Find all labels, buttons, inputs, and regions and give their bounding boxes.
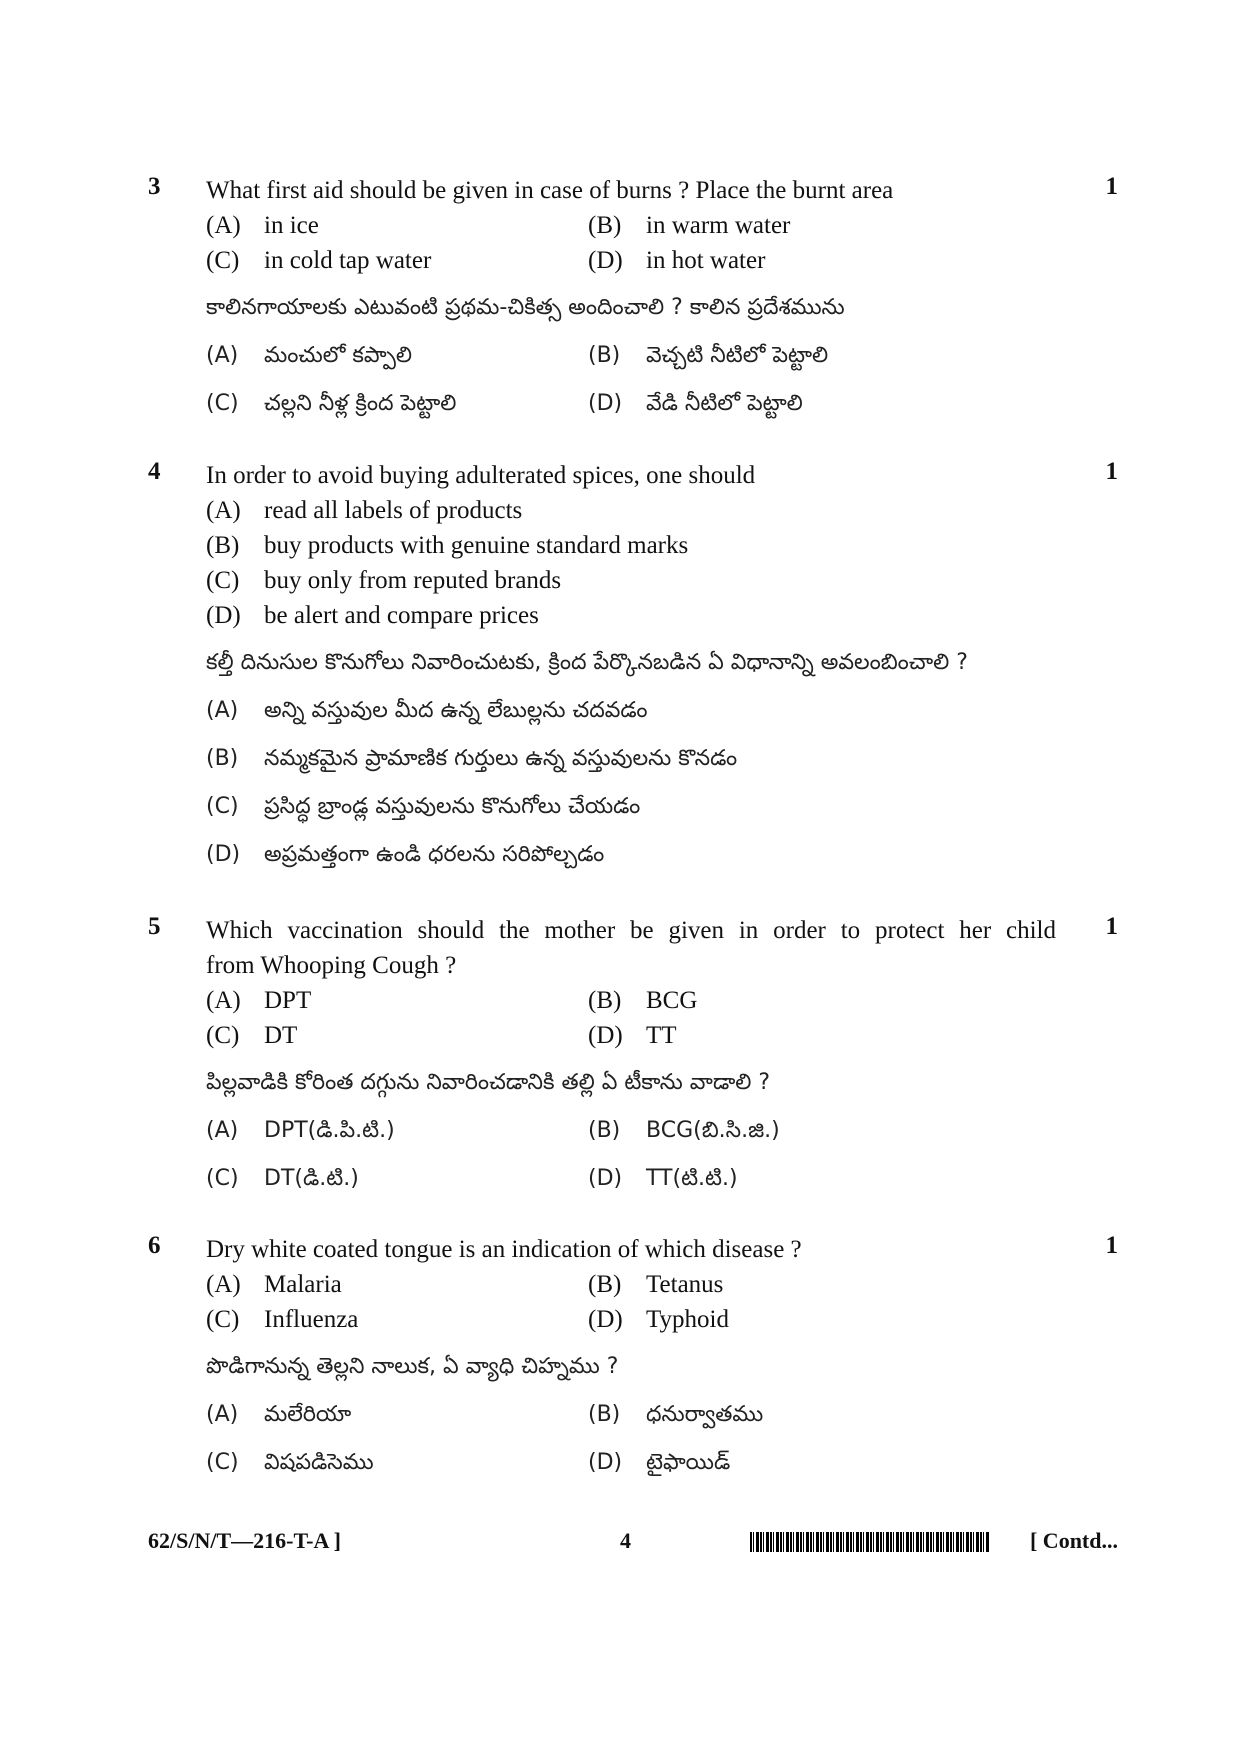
telugu-options-row: [206, 1155, 1056, 1203]
telugu-option-b: [588, 332, 828, 380]
option-b: [588, 983, 697, 1018]
question-text-line-1: Which vaccination should the mother be given in order to protect her child: [206, 917, 1056, 944]
page-footer: [148, 1528, 1118, 1558]
option-text: అన్ని వస్తువుల మీద ఉన్న లేబుల్లను చదవడం: [264, 698, 648, 723]
option-label: (C): [206, 1306, 240, 1333]
option-text: అప్రమత్తంగా ఉండి ధరలను సరిపోల్చడం: [264, 842, 605, 867]
option-b: [588, 208, 790, 243]
question-text: What first aid should be given in case of burns ? Place the burnt area: [206, 177, 894, 204]
option-label: (A): [206, 987, 241, 1014]
option-label: (B): [588, 212, 622, 239]
option-label: (C): [206, 1450, 239, 1475]
option-label: (D): [206, 842, 241, 867]
option-label: (D): [588, 391, 623, 416]
option-text: చల్లని నీళ్ల క్రింద పెట్టాలి: [264, 391, 457, 416]
question-5: [148, 913, 1118, 1203]
question-marks: 1: [1105, 1232, 1118, 1259]
option-d: [588, 1302, 729, 1337]
telugu-option-b: [588, 1107, 780, 1155]
question-text: Dry white coated tongue is an indication of which disease ?: [206, 1236, 802, 1263]
telugu-option-d: [588, 1439, 730, 1487]
telugu-options-row: [206, 332, 1056, 380]
option-label: (C): [206, 1022, 240, 1049]
question-number: 6: [148, 1232, 161, 1259]
option-label: (B): [588, 343, 621, 368]
option-text: buy only from reputed brands: [264, 567, 562, 594]
option-text: మంచులో కప్పాలి: [264, 343, 413, 368]
option-text: in warm water: [646, 212, 791, 239]
barcode-icon: [750, 1532, 990, 1552]
option-label: (D): [588, 1022, 623, 1049]
option-label: (A): [206, 698, 239, 723]
question-marks: 1: [1105, 458, 1118, 485]
option-label: (B): [588, 1402, 621, 1427]
option-label: (C): [206, 567, 240, 594]
option-d: [588, 1018, 677, 1053]
options-row: [206, 243, 1056, 278]
options-row: [206, 1267, 1056, 1302]
option-b: [206, 528, 1056, 563]
option-text: మలేరియా: [264, 1402, 352, 1427]
telugu-question-text: పొడిగానున్న తెల్లని నాలుక, ఏ వ్యాధి చిహ్నము ?: [206, 1354, 619, 1379]
option-label: (D): [588, 1306, 623, 1333]
telugu-option-d: [206, 831, 1056, 879]
question-marks: 1: [1105, 173, 1118, 200]
telugu-option-c: [206, 1155, 588, 1203]
option-label: (B): [588, 1271, 622, 1298]
telugu-option-c: [206, 380, 588, 428]
option-text: in cold tap water: [264, 247, 432, 274]
option-a: [206, 208, 588, 243]
option-text: in ice: [264, 212, 319, 239]
option-label: (A): [206, 1402, 239, 1427]
option-text: టైఫాయిడ్: [646, 1450, 731, 1475]
options-row: [206, 983, 1056, 1018]
telugu-options-row: [206, 380, 1056, 428]
question-3: [148, 173, 1118, 428]
option-text: Tetanus: [646, 1271, 724, 1298]
option-text: DT: [264, 1022, 298, 1049]
page-number: 4: [620, 1528, 631, 1553]
question-4: [148, 458, 1118, 879]
telugu-option-a: [206, 332, 588, 380]
continued-label: [ Contd...: [1029, 1528, 1118, 1553]
paper-code: 62/S/N/T—216-T-A ]: [148, 1528, 341, 1553]
option-a: [206, 493, 1056, 528]
option-text: in hot water: [646, 247, 766, 274]
option-text: DT(డి.టి.): [264, 1166, 359, 1191]
option-d: [206, 598, 1056, 633]
telugu-option-a: [206, 1391, 588, 1439]
telugu-question-text: కాలినగాయాలకు ఎటువంటి ప్రథమ-చికిత్స అందించాలి ? కాలిన ప్రదేశమును: [206, 295, 845, 320]
option-label: (D): [588, 247, 623, 274]
telugu-option-b: [588, 1391, 763, 1439]
option-text: వెచ్చటి నీటిలో పెట్టాలి: [646, 343, 829, 368]
option-a: [206, 1267, 588, 1302]
option-label: (C): [206, 247, 240, 274]
option-label: (D): [206, 602, 241, 629]
options-row: [206, 1018, 1056, 1053]
option-text: TT: [646, 1022, 677, 1049]
telugu-options-row: [206, 1439, 1056, 1487]
option-text: BCG: [646, 987, 698, 1014]
option-text: ధనుర్వాతము: [646, 1402, 764, 1427]
option-label: (D): [588, 1450, 623, 1475]
option-c: [206, 563, 1056, 598]
question-number: 3: [148, 173, 161, 200]
option-text: నమ్మకమైన ప్రామాణిక గుర్తులు ఉన్న వస్తువులను కొనడం: [264, 746, 738, 771]
option-label: (B): [588, 1118, 621, 1143]
option-label: (A): [206, 1118, 239, 1143]
option-text: be alert and compare prices: [264, 602, 539, 629]
telugu-option-d: [588, 380, 803, 428]
option-text: ప్రసిద్ధ బ్రాండ్ల వస్తువులను కొనుగోలు చేయడం: [264, 794, 641, 819]
option-label: (A): [206, 1271, 241, 1298]
option-text: read all labels of products: [264, 497, 523, 524]
option-label: (C): [206, 391, 239, 416]
option-label: (B): [206, 532, 240, 559]
telugu-option-a: [206, 1107, 588, 1155]
telugu-question-text: పిల్లవాడికి కోరింత దగ్గును నివారించడానికి తల్లి ఏ టీకాను వాడాలి ?: [206, 1070, 771, 1095]
telugu-option-c: [206, 783, 1056, 831]
option-label: (D): [588, 1166, 623, 1191]
question-number: 4: [148, 458, 161, 485]
options-row: [206, 208, 1056, 243]
option-c: [206, 1302, 588, 1337]
option-label: (A): [206, 497, 241, 524]
option-text: Malaria: [264, 1271, 342, 1298]
option-a: [206, 983, 588, 1018]
option-text: Typhoid: [646, 1306, 729, 1333]
option-b: [588, 1267, 723, 1302]
question-text-line-2: from Whooping Cough ?: [206, 952, 457, 979]
option-text: TT(టి.టి.): [646, 1166, 738, 1191]
question-6: [148, 1232, 1118, 1487]
option-label: (A): [206, 343, 239, 368]
option-text: DPT(డి.పి.టి.): [264, 1118, 395, 1143]
telugu-option-c: [206, 1439, 588, 1487]
option-c: [206, 1018, 588, 1053]
option-text: DPT: [264, 987, 312, 1014]
telugu-question-text: కల్తీ దినుసుల కొనుగోలు నివారించుటకు, క్రింద పేర్కొనబడిన ఏ విధానాన్ని అవలంబించాలి ?: [206, 650, 968, 675]
option-c: [206, 243, 588, 278]
option-d: [588, 243, 765, 278]
telugu-options-row: [206, 1107, 1056, 1155]
option-label: (C): [206, 1166, 239, 1191]
option-label: (B): [206, 746, 239, 771]
question-number: 5: [148, 913, 161, 940]
telugu-option-d: [588, 1155, 738, 1203]
option-text: విషపడిసెము: [264, 1450, 374, 1475]
option-label: (B): [588, 987, 622, 1014]
telugu-option-a: [206, 687, 1056, 735]
telugu-option-b: [206, 735, 1056, 783]
option-label: (C): [206, 794, 239, 819]
option-label: (A): [206, 212, 241, 239]
question-marks: 1: [1105, 913, 1118, 940]
option-text: వేడి నీటిలో పెట్టాలి: [646, 391, 803, 416]
option-text: Influenza: [264, 1306, 359, 1333]
question-text: In order to avoid buying adulterated spices, one should: [206, 462, 756, 489]
option-text: BCG(బి.సి.జి.): [646, 1118, 780, 1143]
option-text: buy products with genuine standard marks: [264, 532, 689, 559]
options-row: [206, 1302, 1056, 1337]
telugu-options-row: [206, 1391, 1056, 1439]
